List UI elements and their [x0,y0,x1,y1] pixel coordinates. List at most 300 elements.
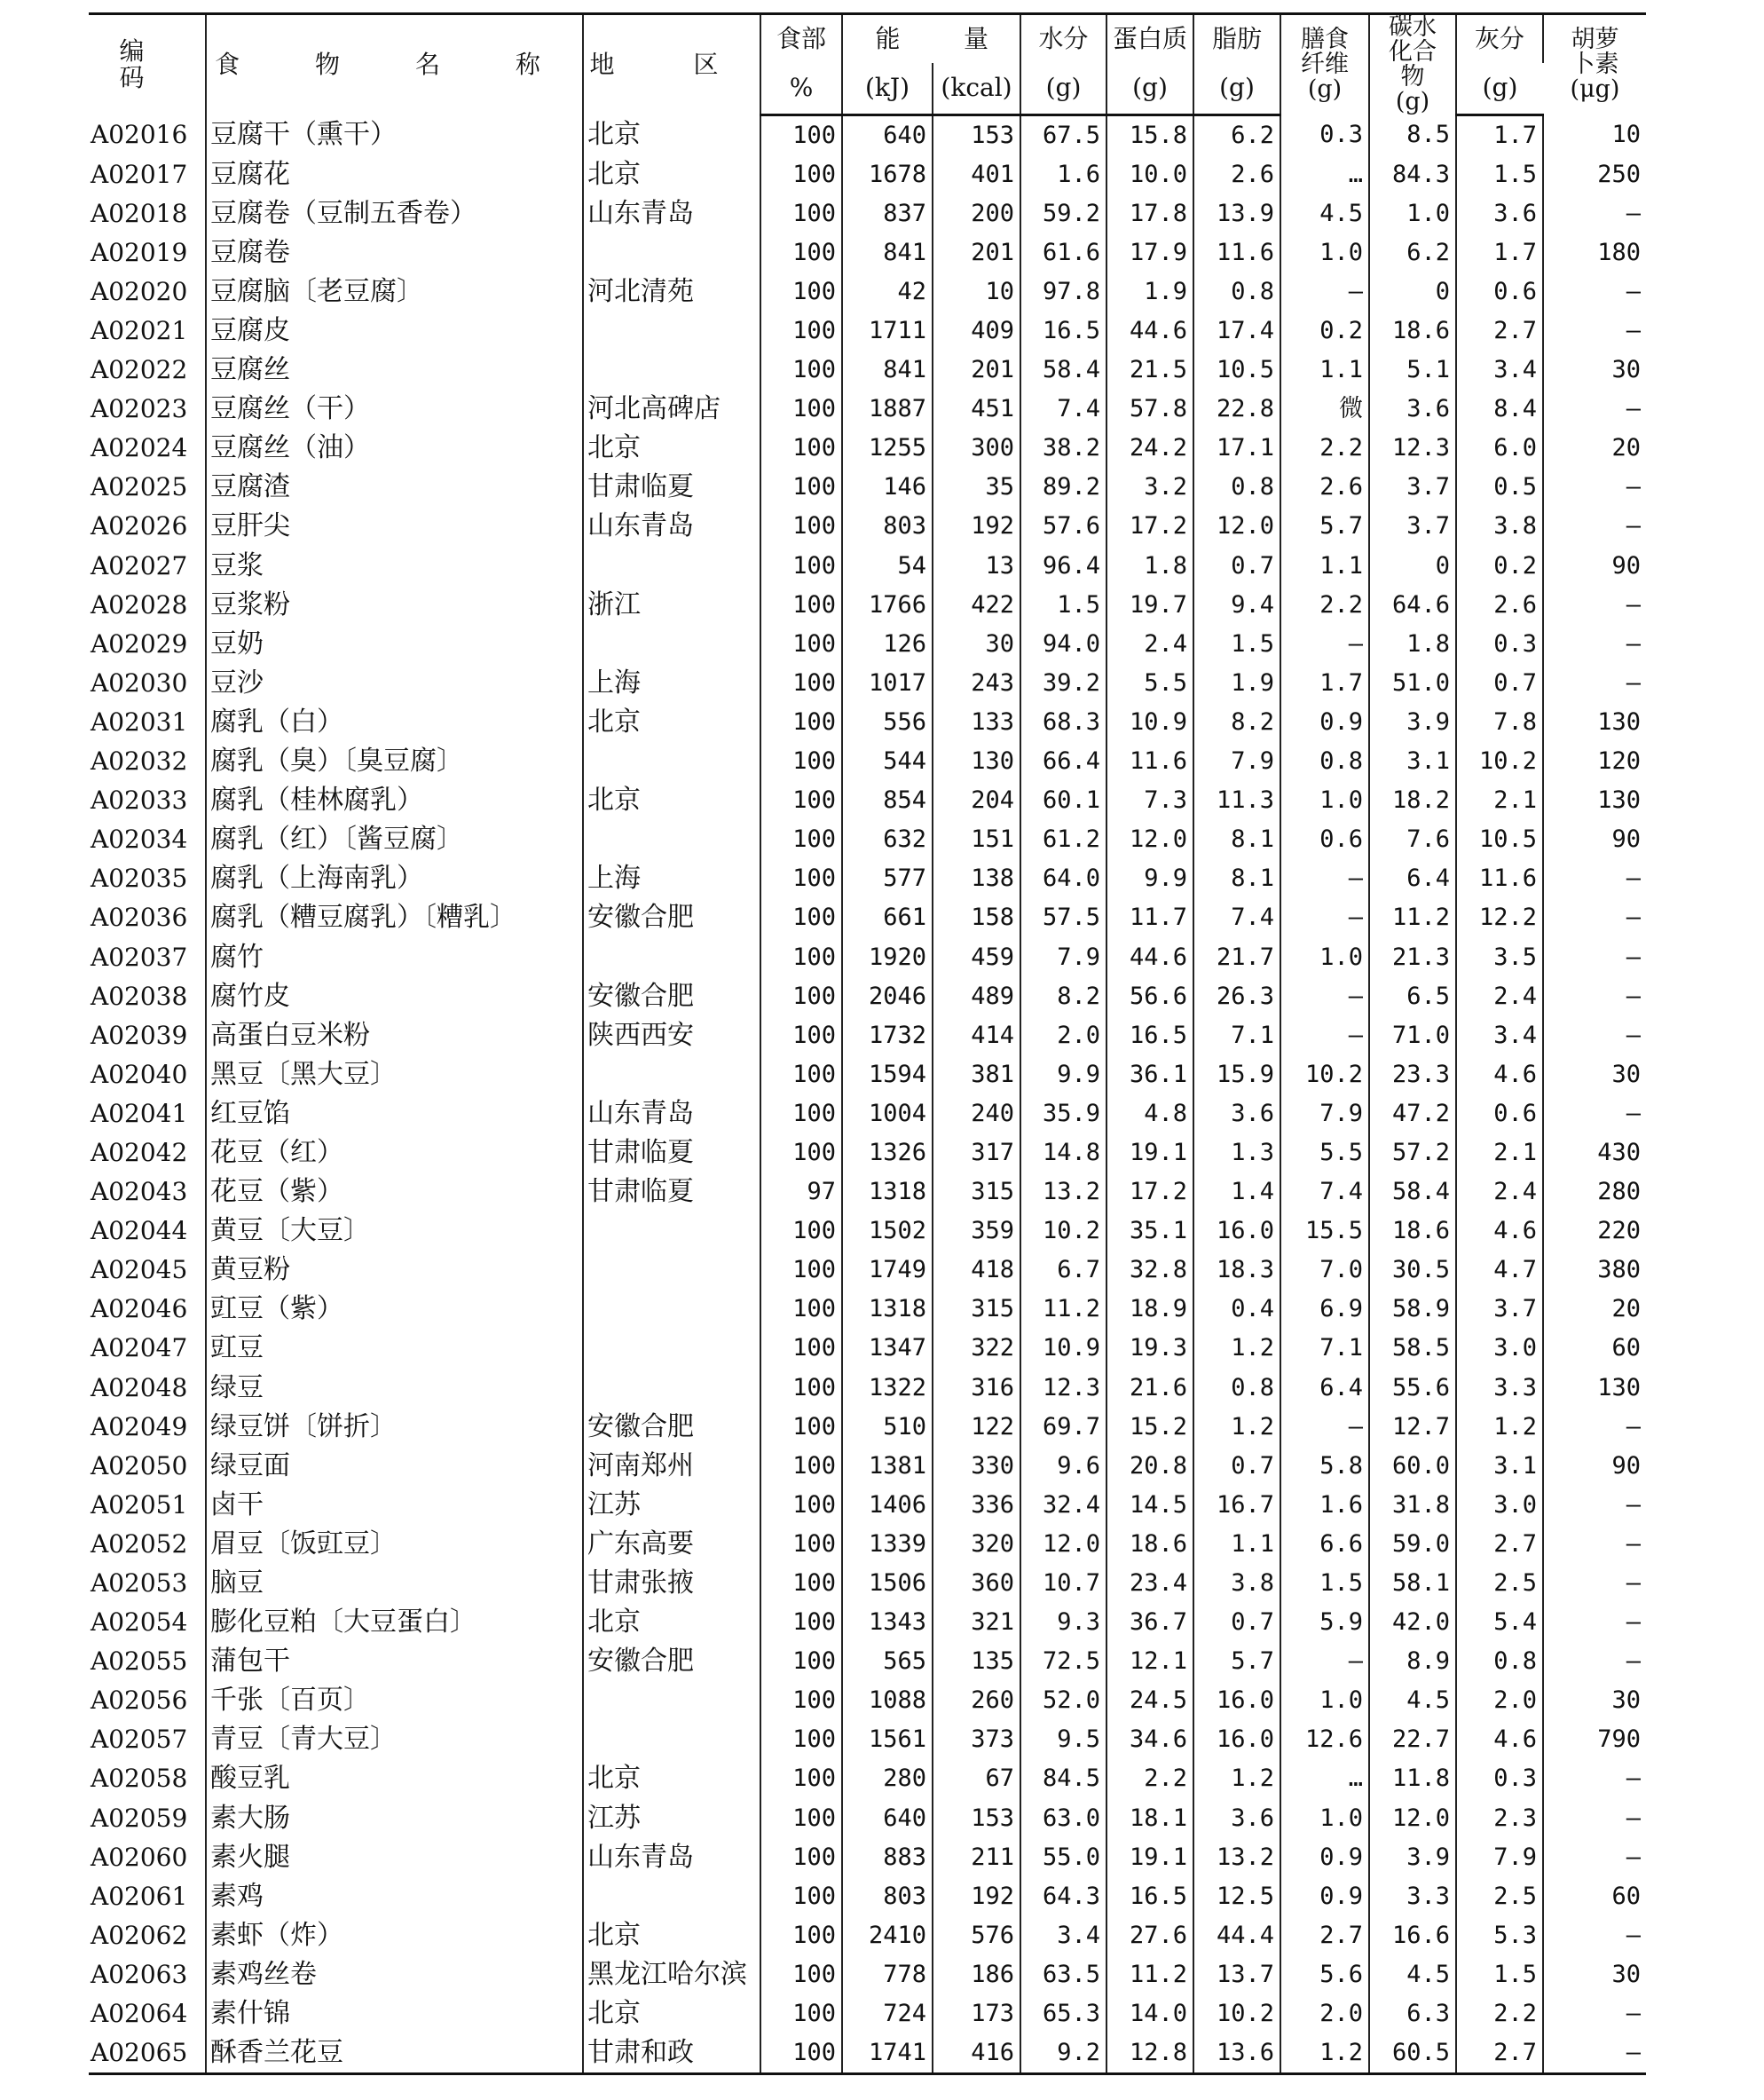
energy-kj-cell: 1406 [842,1486,933,1525]
carbohydrate-g-cell: 21.3 [1369,937,1456,976]
fiber-g-cell: 2.0 [1280,1994,1369,2033]
energy-kcal-cell: 204 [933,781,1020,820]
food-region-cell [583,1369,760,1408]
edible-percent-cell: 100 [760,1759,842,1798]
energy-kcal-cell: 133 [933,703,1020,742]
energy-kcal-cell: 30 [933,625,1020,664]
protein-g-cell: 9.9 [1106,859,1193,898]
food-name-cell: 素火腿 [206,1838,583,1877]
carbohydrate-g-cell: 47.2 [1369,1094,1456,1133]
fiber-g-cell: — [1280,1408,1369,1447]
edible-percent-cell: 100 [760,155,842,194]
water-g-cell: 66.4 [1020,742,1106,781]
energy-kj-cell: 841 [842,351,933,390]
carotene-ug-cell: 60 [1611,1334,1641,1362]
table-row [89,859,1646,898]
fiber-g-cell: 5.5 [1280,1133,1369,1172]
carotene-ug-cell: — [1626,2000,1641,2028]
food-code-cell: A02017 [89,155,206,194]
water-g-cell: 57.6 [1020,507,1106,546]
protein-g-cell: 44.6 [1106,937,1193,976]
fiber-g-cell: 2.7 [1280,1916,1369,1955]
fiber-g-cell: 4.5 [1280,194,1369,233]
protein-g-cell: 24.2 [1106,429,1193,468]
fat-g-cell: 0.8 [1193,1369,1280,1408]
edible-percent-cell: 100 [760,1212,842,1251]
edible-percent-cell: 100 [760,703,842,742]
water-g-cell: 64.3 [1020,1877,1106,1916]
header-fiber [1280,14,1369,115]
food-code-cell: A02037 [89,937,206,976]
food-name-cell: 黄豆〔大豆〕 [206,1212,583,1251]
carotene-ug-cell: 20 [1611,1295,1641,1323]
ash-g-cell: 2.6 [1456,586,1543,625]
ash-g-cell: 10.2 [1456,742,1543,781]
protein-g-cell: 1.8 [1106,547,1193,586]
food-region-cell: 江苏 [583,1799,760,1838]
food-region-cell: 北京 [583,703,760,742]
energy-kcal-cell: 409 [933,312,1020,351]
protein-g-cell: 12.8 [1106,2033,1193,2074]
ash-g-cell: 4.6 [1456,1720,1543,1759]
water-g-cell: 63.5 [1020,1955,1106,1994]
fat-g-cell: 5.7 [1193,1642,1280,1681]
ash-g-cell: 2.5 [1456,1877,1543,1916]
header-protein: 蛋白质 [1106,14,1193,64]
carbohydrate-g-cell: 51.0 [1369,664,1456,703]
food-region-cell [583,351,760,390]
food-code-cell: A02043 [89,1172,206,1212]
header-ash-unit: (g) [1456,63,1543,114]
ash-g-cell: 0.5 [1456,468,1543,507]
food-region-cell [583,1290,760,1329]
table-row [89,1212,1646,1251]
energy-kj-cell: 544 [842,742,933,781]
carbohydrate-g-cell: 3.7 [1369,468,1456,507]
fiber-g-cell: 1.0 [1280,233,1369,272]
protein-g-cell: 2.2 [1106,1759,1193,1798]
edible-percent-cell: 100 [760,507,842,546]
edible-percent-cell: 100 [760,1290,842,1329]
carotene-ug-cell: — [1626,943,1641,971]
edible-percent-cell: 100 [760,429,842,468]
fiber-g-cell: 1.7 [1280,664,1369,703]
energy-kcal-cell: 122 [933,1408,1020,1447]
carotene-ug-cell: 130 [1597,1373,1641,1401]
edible-percent-cell: 100 [760,194,842,233]
energy-kj-cell: 565 [842,1642,933,1681]
water-g-cell: 89.2 [1020,468,1106,507]
ash-g-cell: 1.2 [1456,1408,1543,1447]
carbohydrate-g-cell: 1.0 [1369,194,1456,233]
food-region-cell: 北京 [583,155,760,194]
protein-g-cell: 18.1 [1106,1799,1193,1838]
ash-g-cell: 4.6 [1456,1055,1543,1094]
energy-kj-cell: 1004 [842,1094,933,1133]
energy-kcal-cell: 336 [933,1486,1020,1525]
carotene-ug-cell: — [1626,668,1641,697]
edible-percent-cell: 100 [760,1642,842,1681]
food-name-cell: 脑豆 [206,1564,583,1603]
table-row [89,1720,1646,1759]
carotene-ug-cell: — [1626,317,1641,345]
ash-g-cell: 0.6 [1456,272,1543,312]
ash-g-cell: 0.7 [1456,664,1543,703]
energy-kj-cell: 640 [842,114,933,155]
energy-kcal-cell: 451 [933,390,1020,429]
ash-g-cell: 3.8 [1456,507,1543,546]
energy-kcal-cell: 192 [933,507,1020,546]
fat-g-cell: 44.4 [1193,1916,1280,1955]
fiber-g-cell: 6.6 [1280,1525,1369,1564]
protein-g-cell: 19.7 [1106,586,1193,625]
food-code-cell: A02057 [89,1720,206,1759]
ash-g-cell: 4.6 [1456,1212,1543,1251]
edible-percent-cell: 100 [760,977,842,1016]
water-g-cell: 68.3 [1020,703,1106,742]
protein-g-cell: 11.6 [1106,742,1193,781]
energy-kcal-cell: 300 [933,429,1020,468]
ash-g-cell: 12.2 [1456,898,1543,937]
food-name-cell: 酸豆乳 [206,1759,583,1798]
header-edible-unit: % [760,63,842,114]
food-code-cell: A02051 [89,1486,206,1525]
header-energy-right: 量 [933,14,1020,64]
edible-percent-cell: 100 [760,1055,842,1094]
edible-percent-cell: 100 [760,625,842,664]
table-row [89,977,1646,1016]
food-name-cell: 素鸡丝卷 [206,1955,583,1994]
energy-kj-cell: 42 [842,272,933,312]
fiber-g-cell: — [1280,625,1369,664]
carotene-ug-cell: — [1626,864,1641,893]
food-code-cell: A02039 [89,1016,206,1055]
table-row [89,429,1646,468]
carotene-ug-cell: 10 [1611,120,1641,148]
edible-percent-cell: 100 [760,312,842,351]
fiber-g-cell: 6.9 [1280,1290,1369,1329]
table-row [89,1408,1646,1447]
food-name-cell: 青豆〔青大豆〕 [206,1720,583,1759]
table-row [89,1799,1646,1838]
food-region-cell: 山东青岛 [583,194,760,233]
food-code-cell: A02061 [89,1877,206,1916]
table-row [89,1133,1646,1172]
fiber-g-cell: 0.9 [1280,1877,1369,1916]
food-name-cell: 豆浆粉 [206,586,583,625]
water-g-cell: 9.9 [1020,1055,1106,1094]
energy-kj-cell: 1502 [842,1212,933,1251]
food-code-cell: A02016 [89,114,206,155]
food-code-cell: A02038 [89,977,206,1016]
energy-kj-cell: 2046 [842,977,933,1016]
food-code-cell: A02022 [89,351,206,390]
water-g-cell: 61.2 [1020,820,1106,859]
carbohydrate-g-cell: 12.7 [1369,1408,1456,1447]
carbohydrate-g-cell: 57.2 [1369,1133,1456,1172]
table-row [89,1955,1646,1994]
header-code: 编 码 [89,14,206,115]
table-row [89,2033,1646,2074]
carbohydrate-g-cell: 58.9 [1369,1290,1456,1329]
water-g-cell: 7.4 [1020,390,1106,429]
fiber-g-cell: — [1280,1016,1369,1055]
energy-kcal-cell: 243 [933,664,1020,703]
water-g-cell: 10.7 [1020,1564,1106,1603]
energy-kcal-cell: 416 [933,2033,1020,2074]
energy-kj-cell: 1343 [842,1603,933,1642]
food-region-cell: 安徽合肥 [583,977,760,1016]
carbohydrate-g-cell: 3.1 [1369,742,1456,781]
carotene-ug-cell: 220 [1597,1217,1641,1245]
energy-kcal-cell: 135 [933,1642,1020,1681]
water-g-cell: 10.2 [1020,1212,1106,1251]
water-g-cell: 94.0 [1020,625,1106,664]
energy-kcal-cell: 151 [933,820,1020,859]
energy-kcal-cell: 315 [933,1290,1020,1329]
food-name-cell: 黄豆粉 [206,1251,583,1290]
food-name-cell: 豆腐丝（油） [206,429,583,468]
protein-g-cell: 24.5 [1106,1681,1193,1720]
food-name-cell: 腐乳（白） [206,703,583,742]
carbohydrate-g-cell: 6.4 [1369,859,1456,898]
edible-percent-cell: 100 [760,1016,842,1055]
carbohydrate-g-cell: 55.6 [1369,1369,1456,1408]
food-name-cell: 豆腐卷（豆制五香卷） [206,194,583,233]
header-carotene [1543,14,1646,115]
carbohydrate-g-cell: 11.2 [1369,898,1456,937]
food-region-cell [583,625,760,664]
food-name-cell: 绿豆 [206,1369,583,1408]
ash-g-cell: 2.2 [1456,1994,1543,2033]
table-row [89,1329,1646,1368]
ash-g-cell: 2.1 [1456,781,1543,820]
edible-percent-cell: 100 [760,351,842,390]
protein-g-cell: 17.9 [1106,233,1193,272]
carbohydrate-g-cell: 0 [1369,272,1456,312]
fat-g-cell: 11.3 [1193,781,1280,820]
protein-g-cell: 10.0 [1106,155,1193,194]
energy-kj-cell: 1318 [842,1290,933,1329]
energy-kj-cell: 1887 [842,390,933,429]
protein-g-cell: 57.8 [1106,390,1193,429]
table-row [89,1094,1646,1133]
ash-g-cell: 2.5 [1456,1564,1543,1603]
food-region-cell [583,1877,760,1916]
carbohydrate-g-cell: 60.0 [1369,1447,1456,1486]
table-header [89,14,1646,115]
protein-g-cell: 10.9 [1106,703,1193,742]
food-code-cell: A02032 [89,742,206,781]
carotene-ug-cell: — [1626,982,1641,1010]
energy-kj-cell: 632 [842,820,933,859]
food-region-cell: 上海 [583,664,760,703]
carbohydrate-g-cell: 3.6 [1369,390,1456,429]
header-water: 水分 [1020,14,1106,64]
fat-g-cell: 0.8 [1193,468,1280,507]
food-region-cell [583,547,760,586]
energy-kj-cell: 640 [842,1799,933,1838]
fiber-g-cell: 2.6 [1280,468,1369,507]
header-fiber-unit: (g) [1307,75,1343,103]
energy-kcal-cell: 317 [933,1133,1020,1172]
energy-kcal-cell: 201 [933,351,1020,390]
edible-percent-cell: 100 [760,1799,842,1838]
protein-g-cell: 14.5 [1106,1486,1193,1525]
table-row [89,664,1646,703]
table-row [89,898,1646,937]
fiber-g-cell: … [1280,155,1369,194]
carotene-ug-cell: — [1626,1412,1641,1441]
food-code-cell: A02030 [89,664,206,703]
header-energy-left: 能 [875,24,901,54]
food-name-cell: 豇豆（紫） [206,1290,583,1329]
protein-g-cell: 56.6 [1106,977,1193,1016]
table-row [89,1016,1646,1055]
energy-kcal-cell: 315 [933,1172,1020,1212]
food-region-cell [583,233,760,272]
energy-kj-cell: 577 [842,859,933,898]
water-g-cell: 61.6 [1020,233,1106,272]
water-g-cell: 8.2 [1020,977,1106,1016]
fat-g-cell: 21.7 [1193,937,1280,976]
food-region-cell: 北京 [583,1603,760,1642]
ash-g-cell: 1.5 [1456,155,1543,194]
carbohydrate-g-cell: 60.5 [1369,2033,1456,2074]
fiber-g-cell: 1.0 [1280,1799,1369,1838]
carbohydrate-g-cell: 42.0 [1369,1603,1456,1642]
food-name-cell: 高蛋白豆米粉 [206,1016,583,1055]
fat-g-cell: 9.4 [1193,586,1280,625]
protein-g-cell: 12.1 [1106,1642,1193,1681]
fat-g-cell: 8.1 [1193,859,1280,898]
food-code-cell: A02041 [89,1094,206,1133]
fiber-g-cell: 0.9 [1280,703,1369,742]
water-g-cell: 1.5 [1020,586,1106,625]
food-code-cell: A02042 [89,1133,206,1172]
food-code-cell: A02046 [89,1290,206,1329]
nutrition-table-page [89,12,1646,2075]
fat-g-cell: 12.0 [1193,507,1280,546]
food-code-cell: A02040 [89,1055,206,1094]
food-name-cell: 卤干 [206,1486,583,1525]
carotene-ug-cell: — [1626,2039,1641,2067]
protein-g-cell: 23.4 [1106,1564,1193,1603]
water-g-cell: 14.8 [1020,1133,1106,1172]
fat-g-cell: 1.9 [1193,664,1280,703]
protein-g-cell: 16.5 [1106,1016,1193,1055]
carbohydrate-g-cell: 12.0 [1369,1799,1456,1838]
food-region-cell: 黑龙江哈尔滨 [583,1955,760,1994]
water-g-cell: 1.6 [1020,155,1106,194]
carotene-ug-cell: — [1626,1921,1641,1949]
energy-kcal-cell: 422 [933,586,1020,625]
table-row [89,1759,1646,1798]
table-row [89,1838,1646,1877]
edible-percent-cell: 100 [760,586,842,625]
ash-g-cell: 0.8 [1456,1642,1543,1681]
protein-g-cell: 14.0 [1106,1994,1193,2033]
carotene-ug-cell: 130 [1597,786,1641,815]
energy-kj-cell: 1920 [842,937,933,976]
food-name-cell: 豆奶 [206,625,583,664]
fiber-g-cell: 7.4 [1280,1172,1369,1212]
food-name-cell: 豆腐脑〔老豆腐〕 [206,272,583,312]
food-name-cell: 绿豆面 [206,1447,583,1486]
header-energy-kj: (kJ) [842,63,933,114]
fiber-g-cell: 1.1 [1280,547,1369,586]
carotene-ug-cell: 30 [1611,356,1641,384]
table-row [89,1916,1646,1955]
ash-g-cell: 7.8 [1456,703,1543,742]
carbohydrate-g-cell: 58.4 [1369,1172,1456,1212]
ash-g-cell: 1.7 [1456,233,1543,272]
table-row [89,1603,1646,1642]
energy-kj-cell: 1678 [842,155,933,194]
carbohydrate-g-cell: 6.5 [1369,977,1456,1016]
energy-kcal-cell: 211 [933,1838,1020,1877]
table-row [89,1525,1646,1564]
edible-percent-cell: 100 [760,1681,842,1720]
carbohydrate-g-cell: 3.9 [1369,1838,1456,1877]
energy-kj-cell: 1339 [842,1525,933,1564]
food-name-cell: 腐乳（桂林腐乳） [206,781,583,820]
fat-g-cell: 11.6 [1193,233,1280,272]
protein-g-cell: 15.8 [1106,114,1193,155]
food-name-cell: 膨化豆粕〔大豆蛋白〕 [206,1603,583,1642]
food-name-cell: 黑豆〔黑大豆〕 [206,1055,583,1094]
ash-g-cell: 2.7 [1456,2033,1543,2074]
fat-g-cell: 0.7 [1193,1603,1280,1642]
fat-g-cell: 1.2 [1193,1408,1280,1447]
edible-percent-cell: 100 [760,742,842,781]
carbohydrate-g-cell: 71.0 [1369,1016,1456,1055]
food-code-cell: A02065 [89,2033,206,2074]
ash-g-cell: 2.7 [1456,1525,1543,1564]
food-region-cell: 河北高碑店 [583,390,760,429]
ash-g-cell: 2.3 [1456,1799,1543,1838]
table-row [89,1369,1646,1408]
carotene-ug-cell: — [1626,629,1641,658]
fat-g-cell: 18.3 [1193,1251,1280,1290]
energy-kcal-cell: 130 [933,742,1020,781]
energy-kj-cell: 854 [842,781,933,820]
water-g-cell: 39.2 [1020,664,1106,703]
carbohydrate-g-cell: 64.6 [1369,586,1456,625]
water-g-cell: 13.2 [1020,1172,1106,1212]
fiber-g-cell: 7.0 [1280,1251,1369,1290]
energy-kcal-cell: 10 [933,272,1020,312]
edible-percent-cell: 100 [760,1408,842,1447]
carotene-ug-cell: 280 [1597,1178,1641,1206]
water-g-cell: 9.5 [1020,1720,1106,1759]
fat-g-cell: 1.5 [1193,625,1280,664]
header-carotene-label: 胡萝卜素 [1571,26,1619,78]
fat-g-cell: 22.8 [1193,390,1280,429]
food-name-cell: 豆腐皮 [206,312,583,351]
energy-kj-cell: 1741 [842,2033,933,2074]
table-row [89,1877,1646,1916]
ash-g-cell: 3.3 [1456,1369,1543,1408]
water-g-cell: 9.3 [1020,1603,1106,1642]
food-code-cell: A02026 [89,507,206,546]
protein-g-cell: 27.6 [1106,1916,1193,1955]
ash-g-cell: 5.3 [1456,1916,1543,1955]
water-g-cell: 72.5 [1020,1642,1106,1681]
fiber-g-cell: 1.2 [1280,2033,1369,2074]
carotene-ug-cell: — [1626,277,1641,305]
edible-percent-cell: 100 [760,1994,842,2033]
